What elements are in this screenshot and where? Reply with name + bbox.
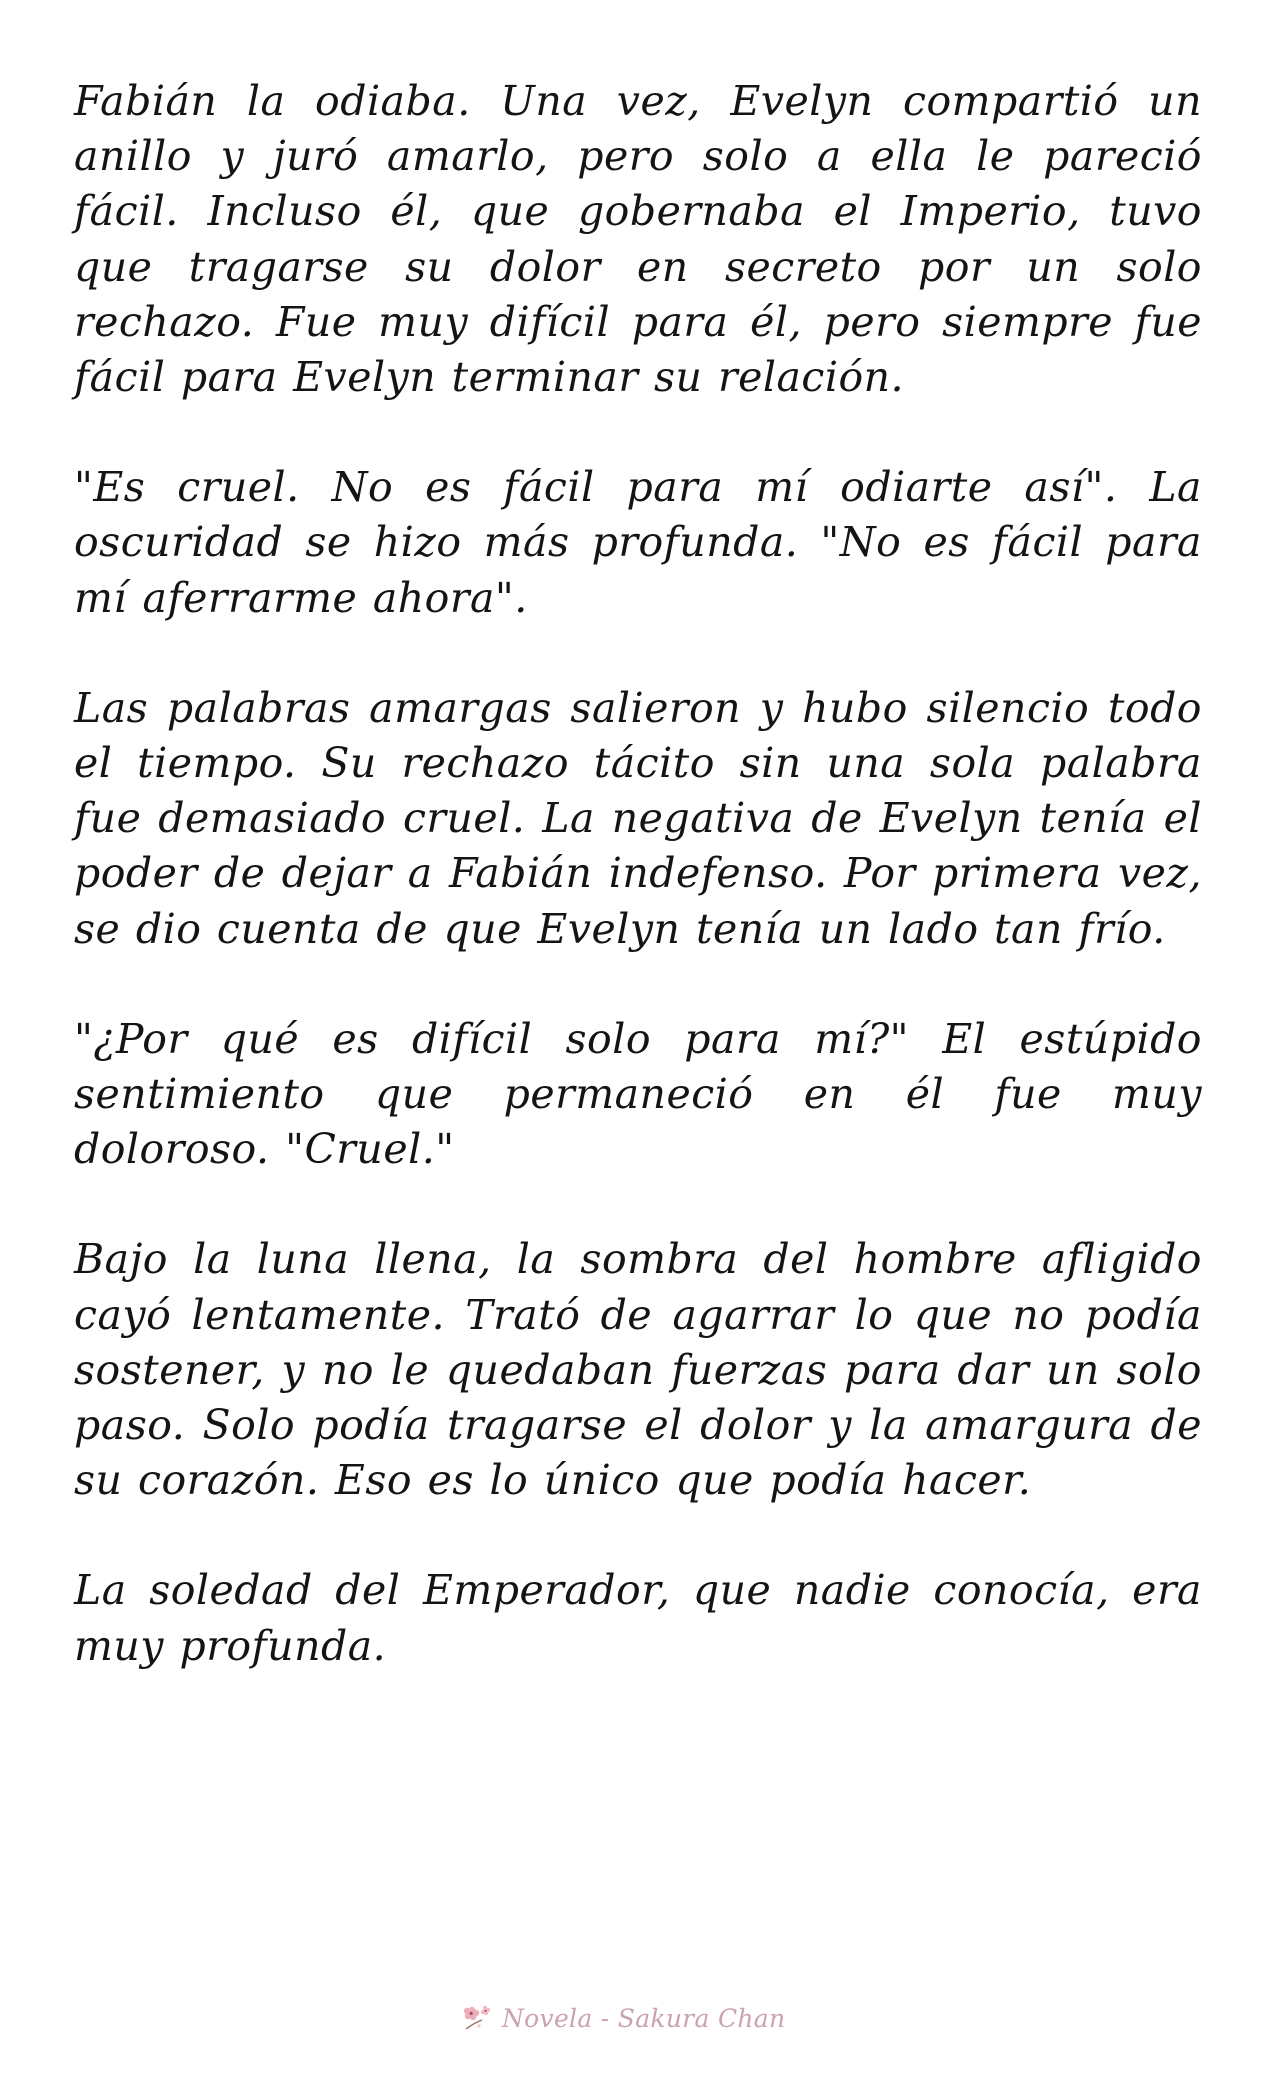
paragraph-4: "¿Por qué es difícil solo para mí?" El estúpido sentimiento que permaneció en él fue muy doloroso. "Cruel." (74, 1014, 1202, 1174)
paragraph-1: Fabián la odiaba. Una vez, Evelyn compartió un anillo y juró amarlo, pero solo a ella le pareció fácil. Incluso él, que gobernaba el Imperio, tuvo que tragarse su dolor en secreto por un solo rechazo. Fue muy difícil para él, pero siempre fue fácil para Evelyn terminar su relación. (74, 77, 1202, 402)
paragraph-2: "Es cruel. No es fácil para mí odiarte así". La oscuridad se hizo más profunda. "No es fácil para mí aferrarme ahora". (74, 463, 1202, 622)
paragraph-3: Las palabras amargas salieron y hubo silencio todo el tiempo. Su rechazo tácito sin una sola palabra fue demasiado cruel. La negativa de Evelyn tenía el poder de dejar a Fabián indefenso. Por primera vez, se dio cuenta de que Evelyn tenía un lado tan frío. (74, 683, 1202, 953)
paragraph-6: La soledad del Emperador, que nadie conocía, era muy profunda. (74, 1566, 1202, 1670)
cherry-blossom-icon (460, 2001, 494, 2035)
watermark (460, 1998, 785, 2038)
watermark-text: Novela - Sakura Chan (502, 2003, 786, 2033)
text-column (74, 74, 1202, 1729)
paragraph-5: Bajo la luna llena, la sombra del hombre afligido cayó lentamente. Trató de agarrar lo que no podía sostener, y no le quedaban fuerzas para dar un solo paso. Solo podía tragarse el dolor y la amargura de su corazón. Eso es lo único que podía hacer. (74, 1235, 1202, 1505)
